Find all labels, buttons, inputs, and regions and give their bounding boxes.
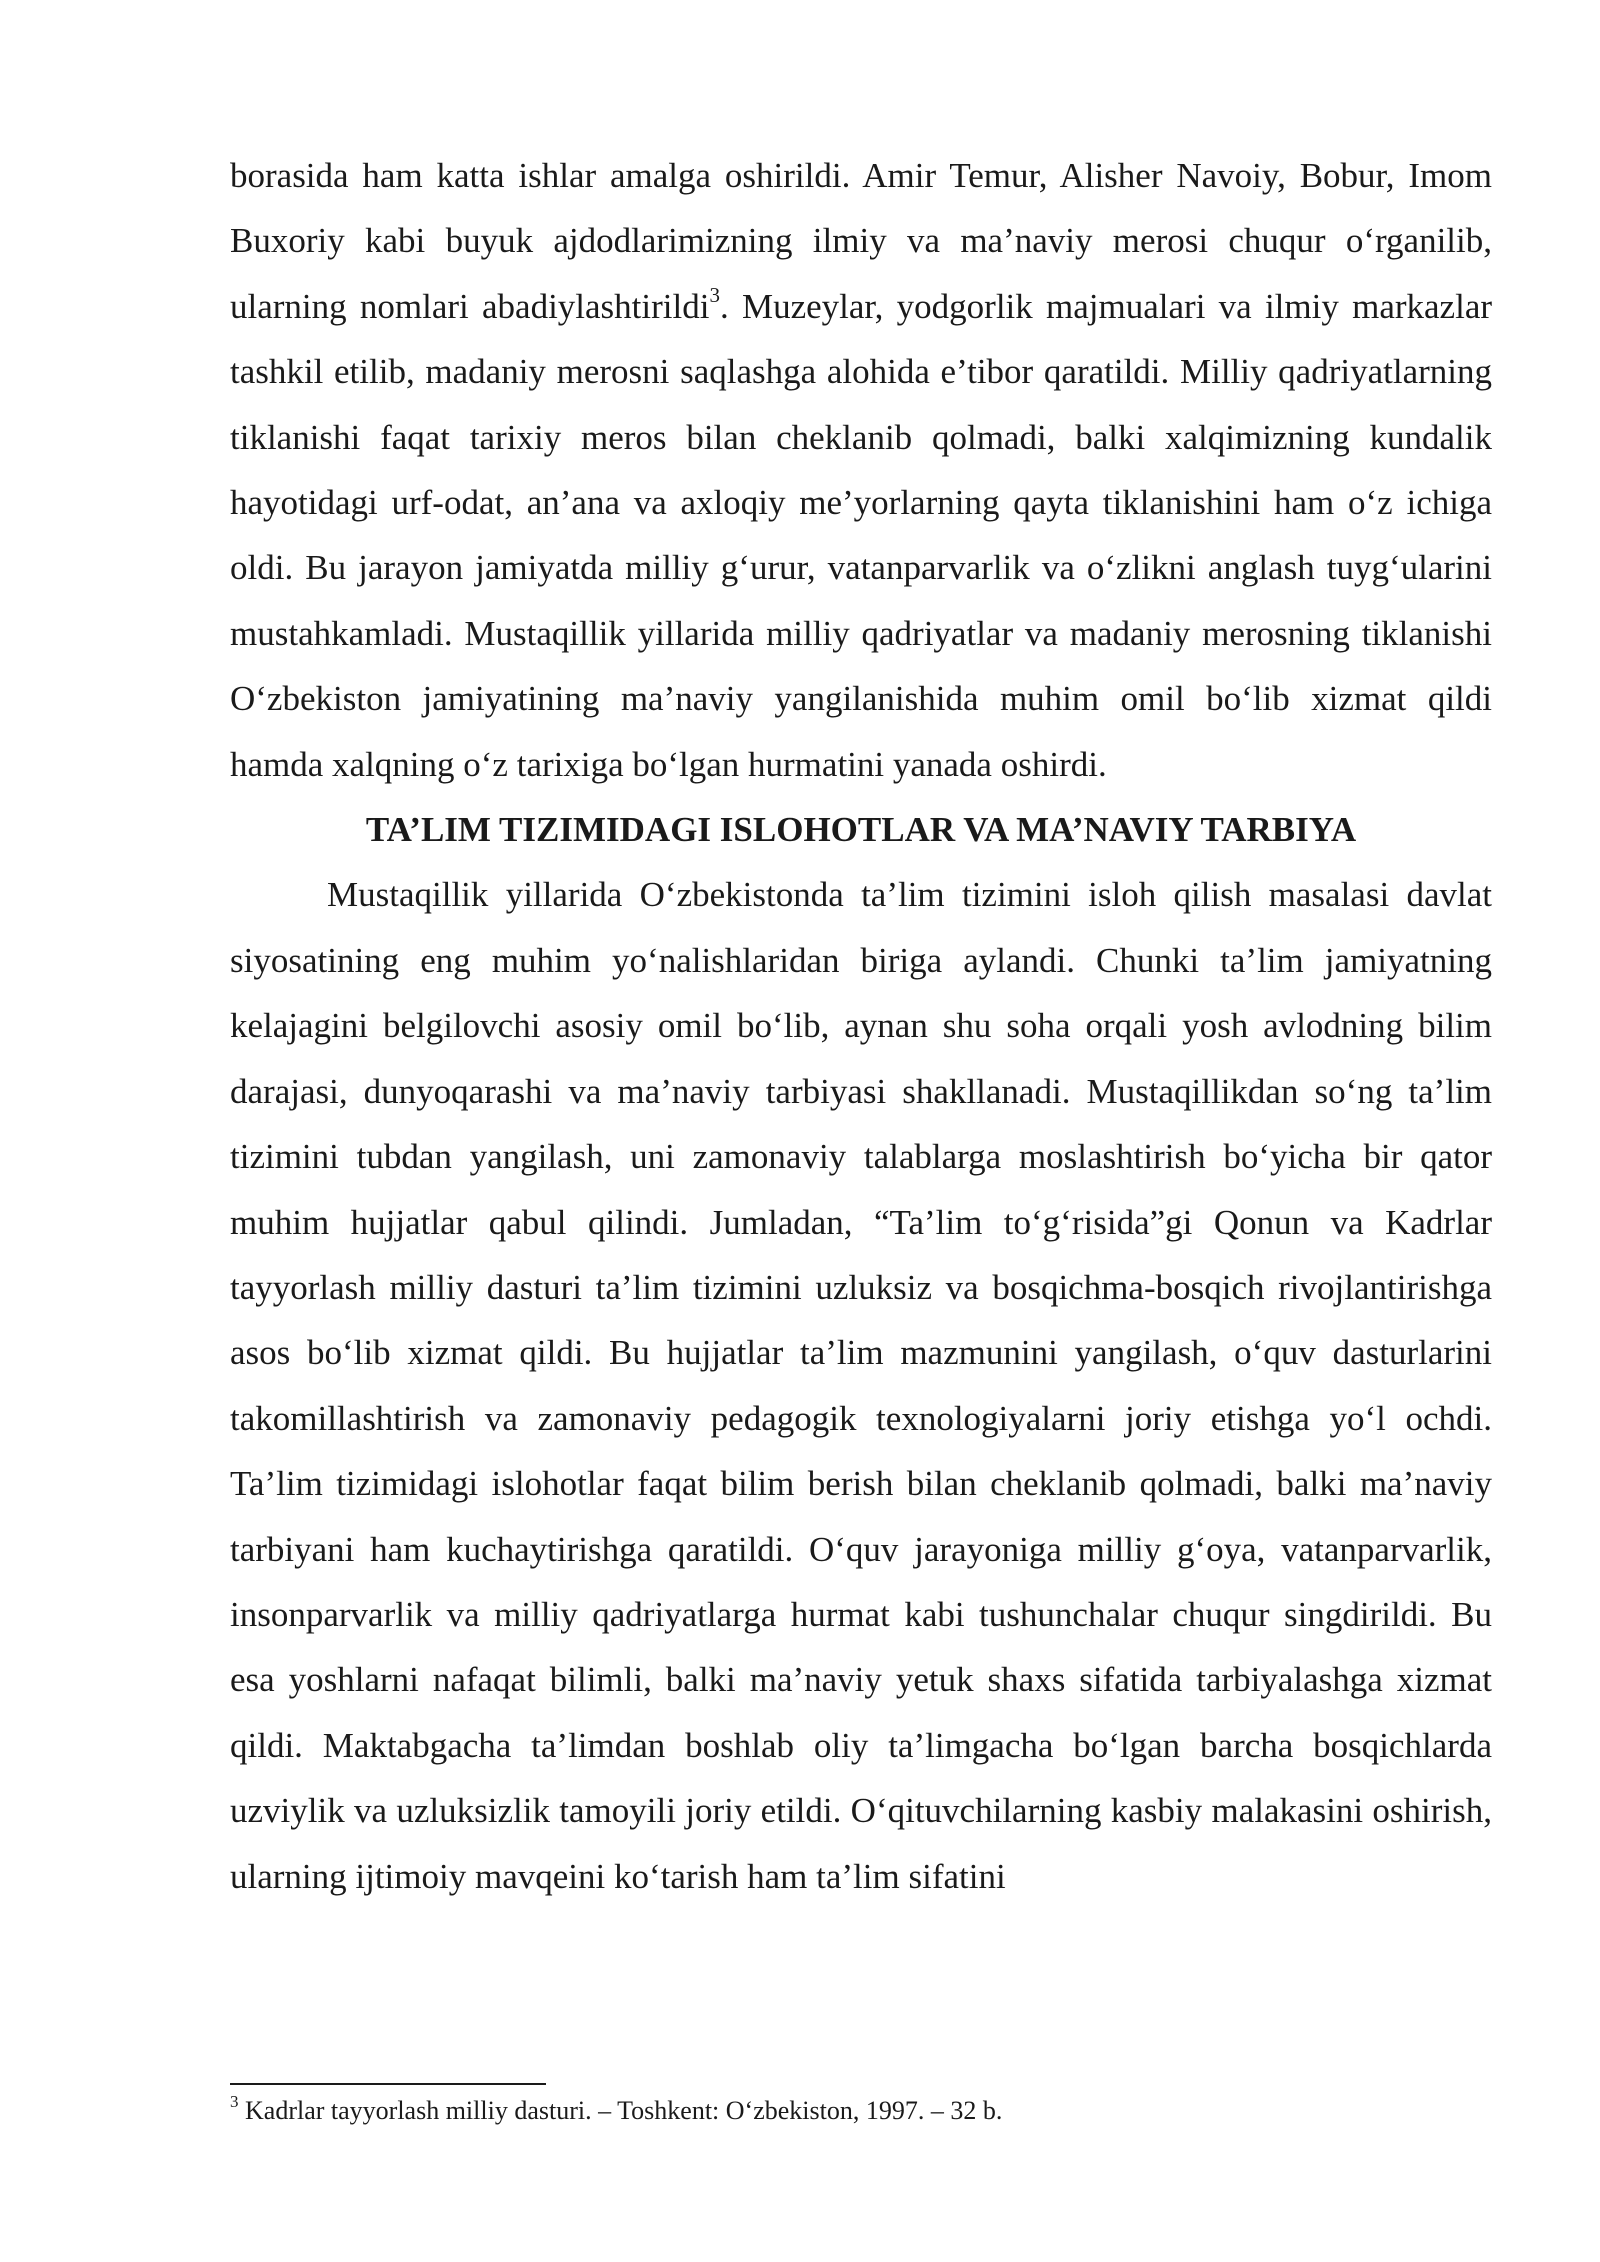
footnote-number: 3 [230,2092,239,2112]
paragraph-text: . Muzeylar, yodgorlik majmualari va ilmiy markazlar tashkil etilib, madaniy merosni saqlashga alohida e’tibor qaratildi. Milliy qadriyatlarning tiklanishi faqat tarixiy meros bilan cheklanib qolmadi, balki xalqimizning kundalik hayotidagi urf-odat, an’ana va axloqiy me’yorlarning qayta tiklanishini ham o‘z ichiga oldi. Bu jarayon jamiyatda milliy g‘urur, vatanparvarlik va o‘zlikni anglash tuyg‘ularini mustahkamladi. Mustaqillik yillarida milliy qadriyatlar va madaniy merosning tiklanishi O‘zbekiston jamiyatining ma’naviy yangilanishida muhim omil bo‘lib xizmat qildi hamda xalqning o‘z tarixiga bo‘lgan hurmatini yanada oshirdi. [230,286,1493,784]
paragraph-text: borasida ham katta ishlar amalga oshirildi. Amir Temur, Alisher Navoiy, Bobur, Imom Buxoriy kabi buyuk ajdodlarimizning ilmiy va ma’naviy merosi chuqur o‘rganilib, ularning nomlari abadiylashtirildi [230,156,1492,326]
section-heading: TA’LIM TIZIMIDAGI ISLOHOTLAR VA MA’NAVIY TARBIYA [365,810,1357,850]
paragraph-talim: Mustaqillik yillarida O‘zbekistonda ta’lim tizimini isloh qilish masalasi davlat siyosatining eng muhim yo‘nalishlaridan biriga aylandi. Chunki ta’lim jamiyatning kelajagini belgilovchi asosiy omil bo‘lib, aynan shu soha orqali yosh avlodning bilim darajasi, dunyoqarashi va ma’naviy tarbiyasi shakllanadi. Mustaqillikdan so‘ng ta’lim tizimini tubdan yangilash, uni zamonaviy talablarga moslashtirish bo‘yicha bir qator muhim hujjatlar qabul qilindi. Jumladan, “Ta’lim to‘g‘risida”gi Qonun va Kadrlar tayyorlash milliy dasturi ta’lim tizimini uzluksiz va bosqichma-bosqich rivojlantirishga asos bo‘lib xizmat qildi. Bu hujjatlar ta’lim mazmunini yangilash, o‘quv dasturlarini takomillashtirish va zamonaviy pedagogik texnologiyalarni joriy etishga yo‘l ochdi. Ta’lim tizimidagi islohotlar faqat bilim berish bilan cheklanib qolmadi, balki ma’naviy tarbiyani ham kuchaytirishga qaratildi. O‘quv jarayoniga milliy g‘oya, vatanparvarlik, insonparvarlik va milliy qadriyatlarga hurmat kabi tushunchalar chuqur singdirildi. Bu esa yoshlarni nafaqat bilimli, balki ma’naviy yetuk shaxs sifatida tarbiyalashga xizmat qildi. Maktabgacha ta’limdan boshlab oliy ta’limgacha bo‘lgan barcha bosqichlarda uzviylik va uzluksizlik tamoyili joriy etildi. O‘qituvchilarning kasbiy malakasini oshirish, ularning ijtimoiy mavqeini ko‘tarish ham ta’lim sifatini [230,875,1492,1896]
footnote-reference[interactable]: 3 [709,283,720,308]
page-body [230,143,1492,1909]
paragraph-merosi [230,143,1492,797]
footnote-separator [230,2083,546,2085]
footnote [230,2094,1492,2128]
footnote-text: Kadrlar tayyorlash milliy dasturi. – Toshkent: O‘zbekiston, 1997. – 32 b. [238,2096,1003,2125]
